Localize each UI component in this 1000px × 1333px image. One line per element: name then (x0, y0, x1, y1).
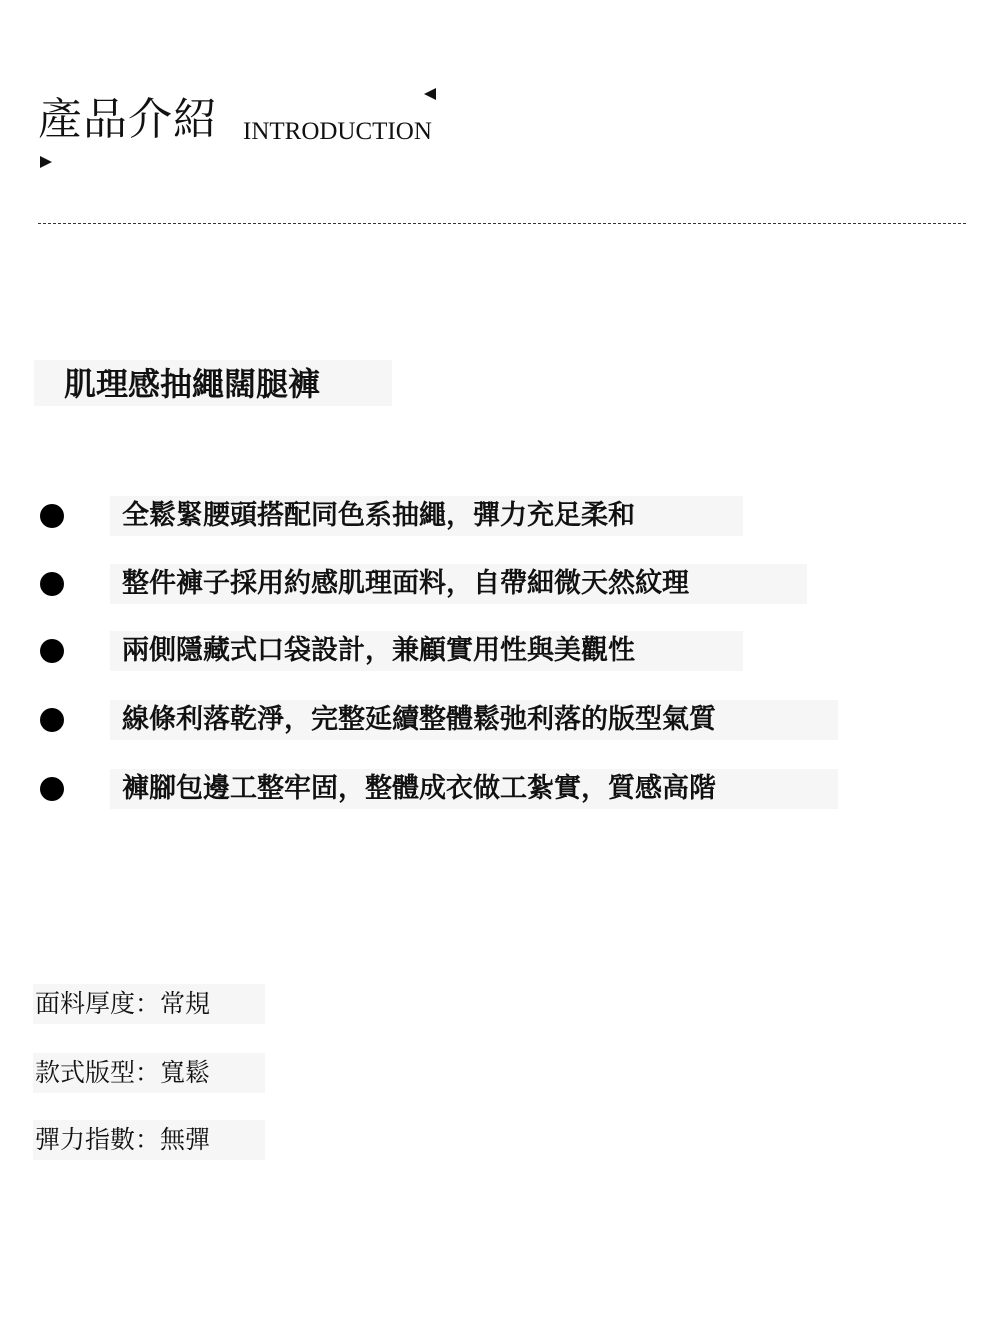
bullet-icon (40, 777, 64, 801)
bullet-icon (40, 708, 64, 732)
list-item (0, 562, 1000, 606)
bullet-icon (40, 639, 64, 663)
feature-text: 線條利落乾淨，完整延續整體鬆弛利落的版型氣質 (122, 704, 716, 735)
list-item (0, 698, 1000, 742)
feature-text: 兩側隱藏式口袋設計，兼顧實用性與美觀性 (122, 635, 635, 666)
section-title: 產品介紹 (38, 94, 218, 145)
spec-row (0, 1120, 1000, 1160)
spec-text: 彈力指數：無彈 (35, 1125, 211, 1154)
triangle-left-icon (424, 88, 436, 100)
bullet-icon (40, 504, 64, 528)
spec-text: 面料厚度：常規 (35, 989, 211, 1018)
triangle-right-icon (40, 156, 52, 168)
feature-text: 褲腳包邊工整牢固，整體成衣做工紮實，質感高階 (122, 773, 716, 804)
bullet-icon (40, 572, 64, 596)
feature-text: 全鬆緊腰頭搭配同色系抽繩，彈力充足柔和 (122, 500, 635, 531)
spec-row (0, 1053, 1000, 1093)
list-item (0, 494, 1000, 538)
dashed-divider (38, 223, 966, 224)
section-subtitle: INTRODUCTION (243, 118, 432, 145)
spec-row (0, 984, 1000, 1024)
list-item (0, 629, 1000, 673)
spec-text: 款式版型：寬鬆 (35, 1058, 211, 1087)
list-item (0, 767, 1000, 811)
feature-text: 整件褲子採用約感肌理面料，自帶細微天然紋理 (122, 568, 689, 599)
product-name: 肌理感抽繩闊腿褲 (64, 365, 321, 403)
